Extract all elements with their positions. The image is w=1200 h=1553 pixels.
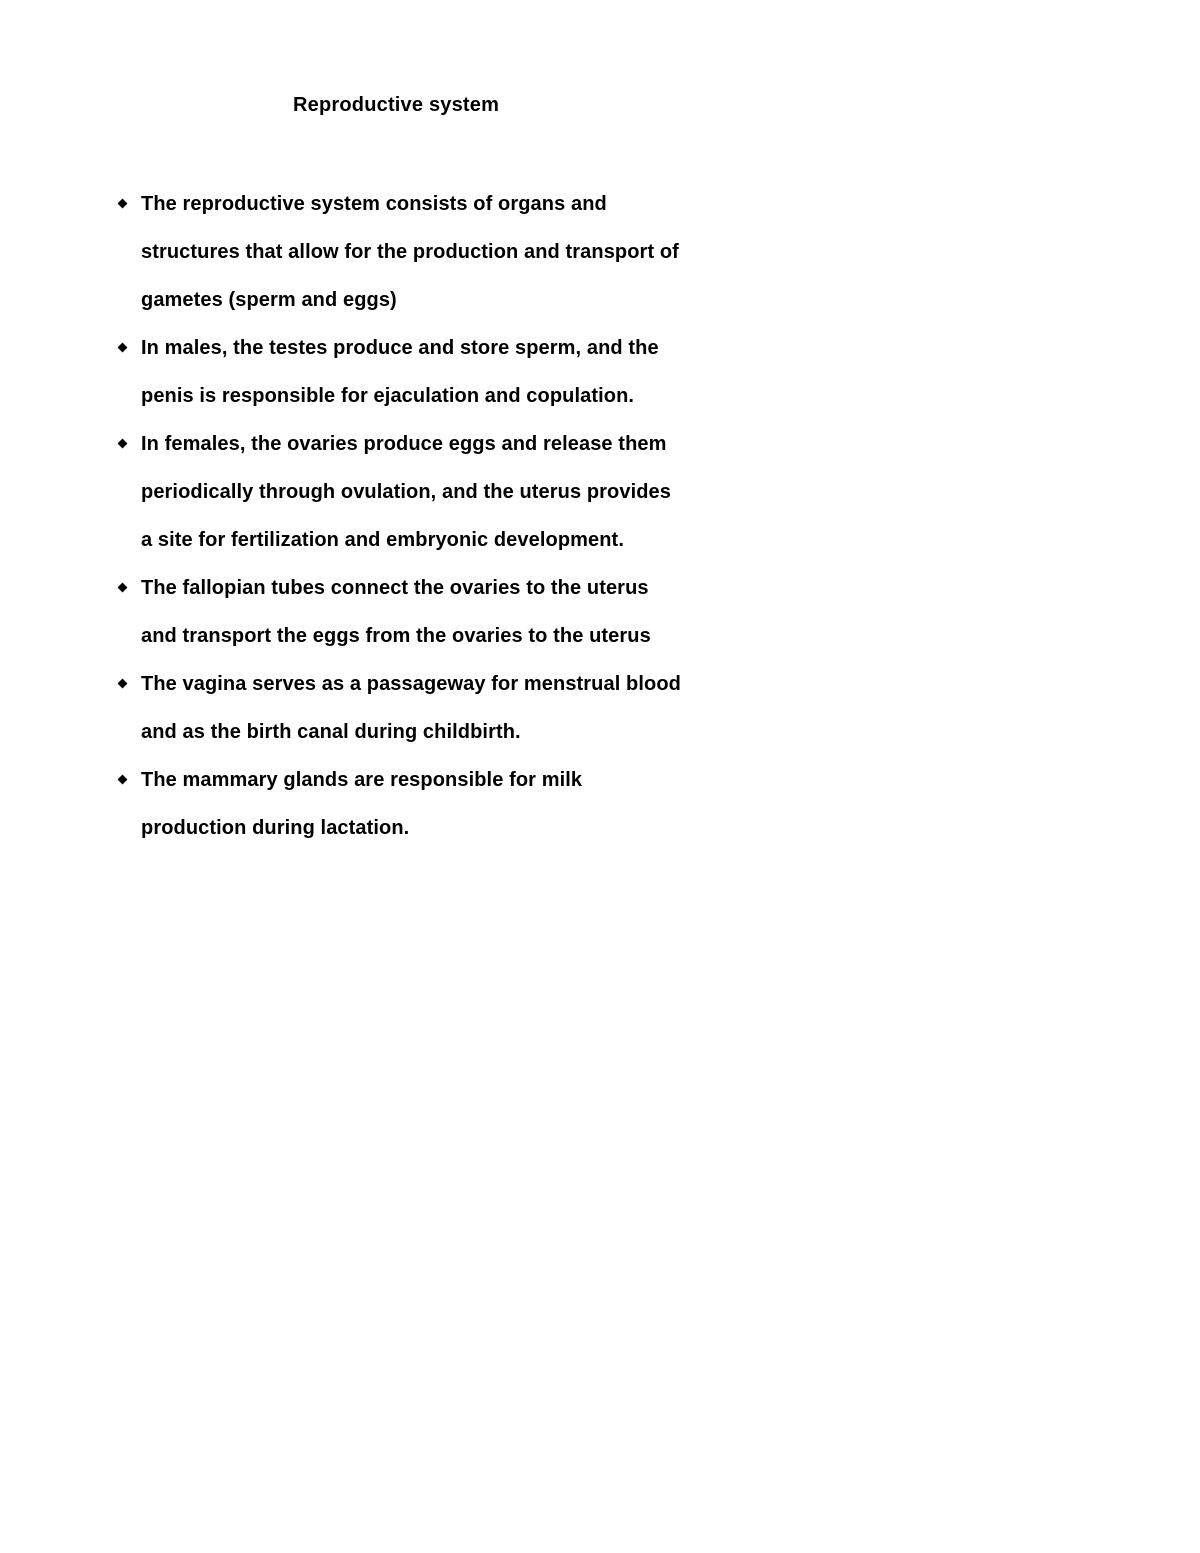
bullet-text-line: penis is responsible for ejaculation and copulation.: [141, 385, 635, 407]
bullet-text-line: a site for fertilization and embryonic development.: [141, 529, 624, 551]
bullet-text-line: The fallopian tubes connect the ovaries to the uterus: [141, 577, 649, 599]
diamond-bullet-icon: [118, 199, 128, 209]
diamond-bullet-icon: [118, 343, 128, 353]
document-title: Reproductive system: [293, 94, 500, 116]
bullet-text-line: The reproductive system consists of organs and: [141, 193, 607, 215]
bullet-list: [0, 186, 681, 858]
bullet-text-line: In males, the testes produce and store sperm, and the: [141, 337, 659, 359]
bullet-text-line: and transport the eggs from the ovaries to the uterus: [141, 625, 651, 647]
diamond-bullet-icon: [118, 439, 128, 449]
list-item: [0, 570, 681, 666]
list-item: [0, 186, 681, 330]
bullet-text-line: and as the birth canal during childbirth.: [141, 721, 521, 743]
bullet-text-line: In females, the ovaries produce eggs and release them: [141, 433, 667, 455]
bullet-text-line: production during lactation.: [141, 817, 410, 839]
list-item: [0, 330, 681, 426]
bullet-text-line: structures that allow for the production and transport of: [141, 241, 679, 263]
list-item: [0, 666, 681, 762]
list-item: [0, 762, 681, 858]
bullet-text-line: The mammary glands are responsible for milk: [141, 769, 583, 791]
bullet-text-line: gametes (sperm and eggs): [141, 289, 397, 311]
bullet-text-line: periodically through ovulation, and the uterus provides: [141, 481, 672, 503]
diamond-bullet-icon: [118, 775, 128, 785]
bullet-text-line: The vagina serves as a passageway for menstrual blood: [141, 673, 681, 695]
diamond-bullet-icon: [118, 583, 128, 593]
diamond-bullet-icon: [118, 679, 128, 689]
list-item: [0, 426, 681, 570]
